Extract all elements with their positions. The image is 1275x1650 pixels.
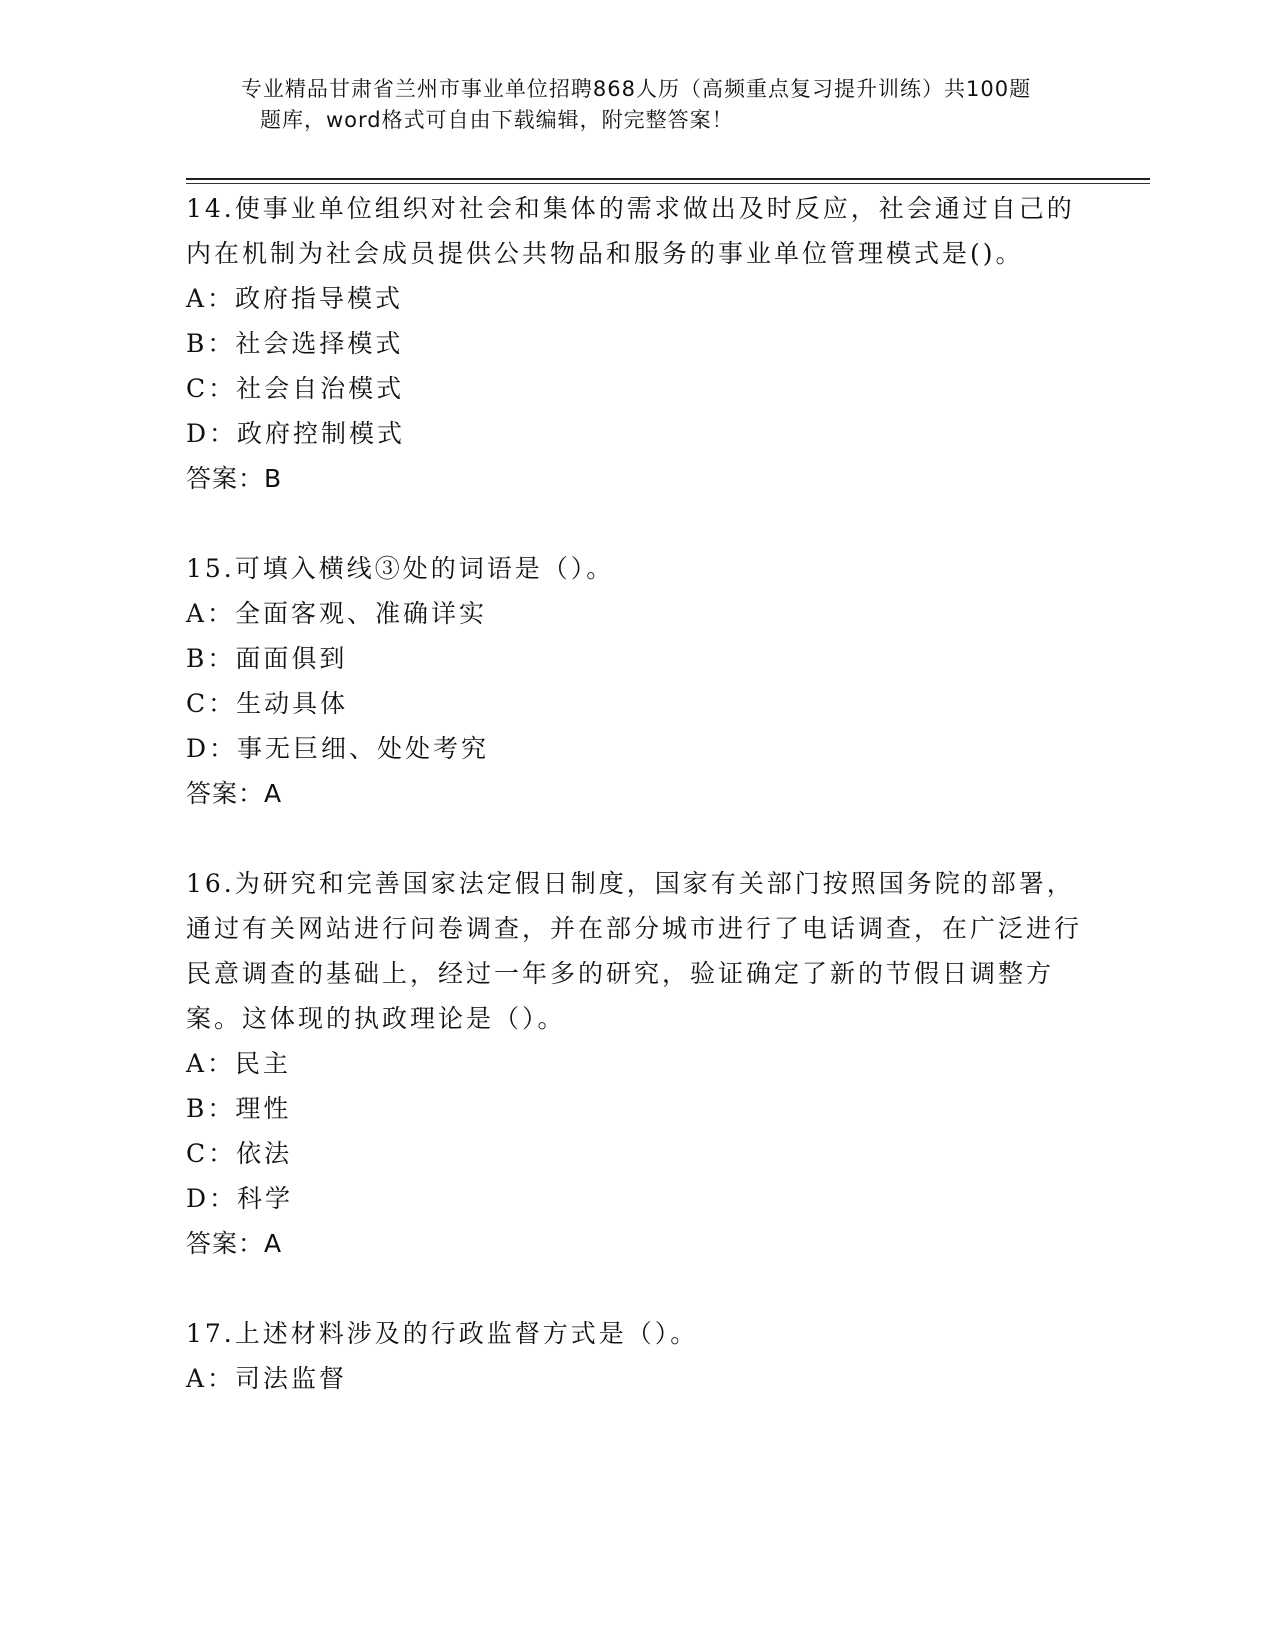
header-line-2: 题库，word格式可自由下载编辑，附完整答案！ bbox=[260, 108, 734, 132]
answer: 答案：A bbox=[186, 779, 283, 808]
option-a: A：司法监督 bbox=[186, 1364, 348, 1393]
question-text: 16.为研究和完善国家法定假日制度，国家有关部门按照国务院的部署，通过有关网站进行问卷调查，并在部分城市进行了电话调查，在广泛进行民意调查的基础上，经过一年多的研究，验证确定了新的节假日调整方案。这体现的执政理论是（）。 bbox=[186, 869, 1083, 1033]
option-d: D：科学 bbox=[186, 1184, 294, 1213]
question-17 bbox=[186, 1311, 1086, 1401]
question-list bbox=[186, 186, 1086, 1446]
question-16 bbox=[186, 861, 1086, 1266]
question-15 bbox=[186, 546, 1086, 816]
question-text: 17.上述材料涉及的行政监督方式是（）。 bbox=[186, 1319, 699, 1348]
question-text: 15.可填入横线③处的词语是（）。 bbox=[186, 554, 615, 583]
document-header bbox=[186, 74, 1086, 136]
option-c: C：社会自治模式 bbox=[186, 374, 405, 403]
option-c: C：生动具体 bbox=[186, 689, 349, 718]
option-d: D：事无巨细、处处考究 bbox=[186, 734, 490, 763]
option-b: B：面面俱到 bbox=[186, 644, 348, 673]
question-14 bbox=[186, 186, 1086, 501]
header-line-1: 专业精品甘肃省兰州市事业单位招聘868人历（高频重点复习提升训练）共100题 bbox=[240, 77, 1032, 101]
option-c: C：依法 bbox=[186, 1139, 293, 1168]
option-a: A：民主 bbox=[186, 1049, 292, 1078]
header-divider-thick bbox=[186, 178, 1150, 180]
option-b: B：社会选择模式 bbox=[186, 329, 404, 358]
option-a: A：政府指导模式 bbox=[186, 284, 404, 313]
header-divider-thin bbox=[186, 183, 1150, 184]
option-b: B：理性 bbox=[186, 1094, 292, 1123]
answer: 答案：A bbox=[186, 1229, 283, 1258]
option-d: D：政府控制模式 bbox=[186, 419, 406, 448]
answer: 答案：B bbox=[186, 464, 283, 493]
question-text: 14.使事业单位组织对社会和集体的需求做出及时反应，社会通过自己的内在机制为社会成员提供公共物品和服务的事业单位管理模式是()。 bbox=[186, 194, 1075, 268]
option-a: A：全面客观、准确详实 bbox=[186, 599, 488, 628]
